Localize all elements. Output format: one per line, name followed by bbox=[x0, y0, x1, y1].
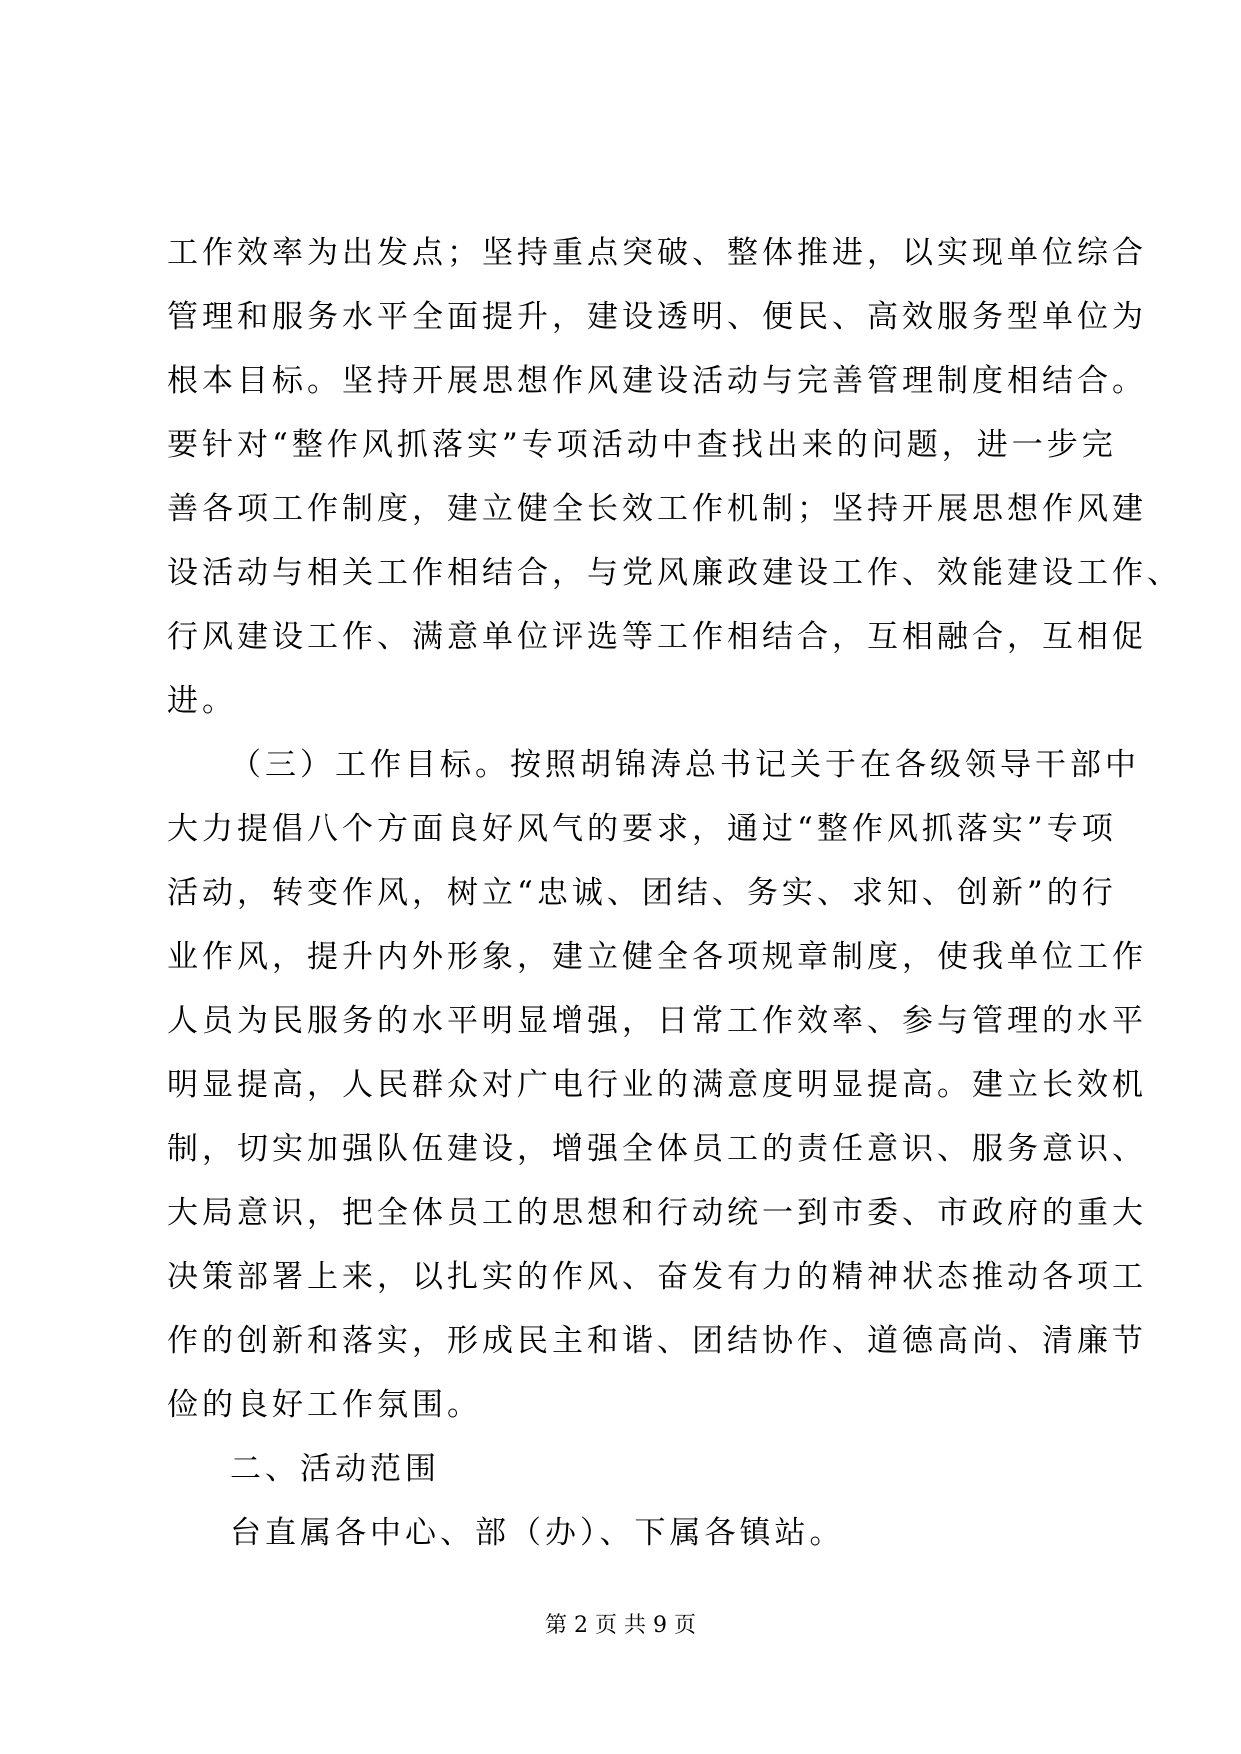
text-line: 台直属各中心、部（办）、下属各镇站。 bbox=[230, 1515, 845, 1551]
text-line: 要针对“整作风抓落实”专项活动中查找出来的问题，进一步完 bbox=[167, 427, 1117, 463]
text-line: 进。 bbox=[167, 683, 237, 719]
text-line: 行风建设工作、满意单位评选等工作相结合，互相融合，互相促 bbox=[167, 619, 1147, 655]
text-line: 明显提高，人民群众对广电行业的满意度明显提高。建立长效机 bbox=[167, 1067, 1147, 1103]
text-line: 大局意识，把全体员工的思想和行动统一到市委、市政府的重大 bbox=[167, 1195, 1147, 1231]
page-footer: 第 2 页 共 9 页 bbox=[545, 1613, 696, 1638]
text-line: 大力提倡八个方面良好风气的要求，通过“整作风抓落实”专项 bbox=[167, 811, 1117, 847]
text-line: 业作风，提升内外形象，建立健全各项规章制度，使我单位工作 bbox=[167, 939, 1147, 975]
text-line: 善各项工作制度，建立健全长效工作机制；坚持开展思想作风建 bbox=[167, 491, 1147, 527]
text-line: 设活动与相关工作相结合，与党风廉政建设工作、效能建设工作、 bbox=[167, 555, 1182, 591]
text-line: 俭的良好工作氛围。 bbox=[167, 1387, 482, 1423]
text-line: 工作效率为出发点；坚持重点突破、整体推进，以实现单位综合 bbox=[167, 235, 1147, 271]
paragraph-heading-line: （三）工作目标。按照胡锦涛总书记关于在各级领导干部中 bbox=[230, 747, 1140, 783]
text-line: 管理和服务水平全面提升，建设透明、便民、高效服务型单位为 bbox=[167, 299, 1147, 335]
text-line: 活动，转变作风，树立“忠诚、团结、务实、求知、创新”的行 bbox=[167, 875, 1117, 911]
section-heading: 二、活动范围 bbox=[230, 1451, 440, 1487]
text-line: 制，切实加强队伍建设，增强全体员工的责任意识、服务意识、 bbox=[167, 1131, 1147, 1167]
text-line: 人员为民服务的水平明显增强，日常工作效率、参与管理的水平 bbox=[167, 1003, 1147, 1039]
text-line: 作的创新和落实，形成民主和谐、团结协作、道德高尚、清廉节 bbox=[167, 1323, 1147, 1359]
text-line: 决策部署上来，以扎实的作风、奋发有力的精神状态推动各项工 bbox=[167, 1259, 1147, 1295]
text-line: 根本目标。坚持开展思想作风建设活动与完善管理制度相结合。 bbox=[167, 363, 1147, 399]
